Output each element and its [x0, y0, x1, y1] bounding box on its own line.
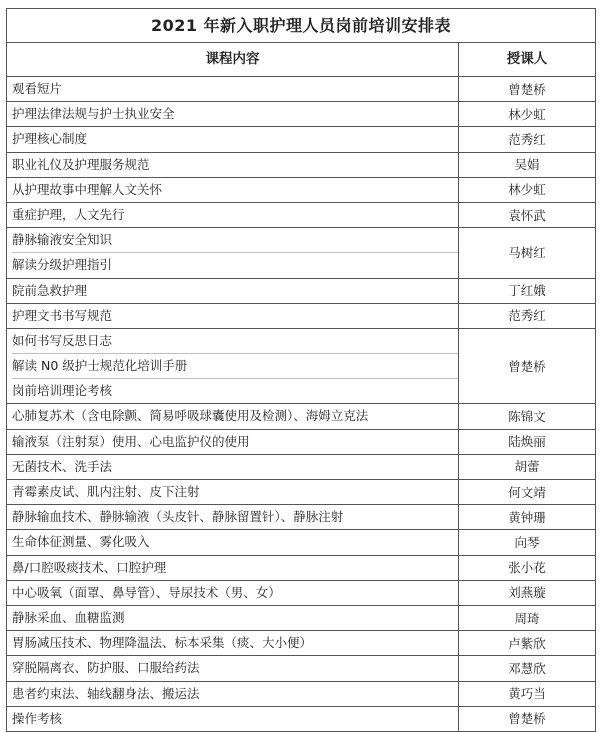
table-row: [7, 706, 596, 731]
table-row: [7, 631, 596, 656]
course-cell: [7, 202, 459, 227]
schedule-body: [7, 77, 596, 732]
course-item: 穿脱隔离衣、防护服、口服给药法: [12, 660, 200, 676]
table-row: [7, 228, 596, 278]
table-row: [7, 278, 596, 303]
course-cell: [7, 328, 459, 404]
table-row: [7, 152, 596, 177]
course-item: 护理法律法规与护士执业安全: [12, 106, 175, 122]
course-item: 操作考核: [12, 710, 63, 726]
course-item: 护理文书书写规范: [12, 307, 113, 323]
teacher-cell: 周琦: [459, 605, 596, 630]
course-cell: [7, 404, 459, 429]
teacher-cell: 曾楚桥: [459, 706, 596, 731]
teacher-cell: 刘燕璇: [459, 580, 596, 605]
table-row: [7, 102, 596, 127]
course-cell: [7, 656, 459, 681]
course-item: 如何书写反思日志: [12, 332, 113, 348]
course-item: 解读 N0 级护士规范化培训手册: [12, 353, 458, 378]
header-teacher: 授课人: [459, 43, 596, 77]
course-item: 护理核心制度: [12, 131, 88, 147]
teacher-cell: 胡蕾: [459, 454, 596, 479]
course-cell: [7, 429, 459, 454]
teacher-cell: 林少虹: [459, 177, 596, 202]
table-row: [7, 77, 596, 102]
teacher-cell: 陆焕丽: [459, 429, 596, 454]
course-item: 职业礼仪及护理服务规范: [12, 156, 150, 172]
teacher-cell: 张小花: [459, 555, 596, 580]
course-item: 中心吸氧（面罩、鼻导管）、导尿技术（男、女）: [12, 584, 281, 600]
table-row: [7, 177, 596, 202]
teacher-cell: 马树红: [459, 228, 596, 278]
course-cell: [7, 505, 459, 530]
teacher-cell: 卢紫欣: [459, 631, 596, 656]
course-cell: [7, 77, 459, 102]
table-row: [7, 580, 596, 605]
teacher-cell: 黄钟珊: [459, 505, 596, 530]
course-cell: [7, 580, 459, 605]
course-cell: [7, 303, 459, 328]
course-item: 生命体征测量、雾化吸入: [12, 534, 150, 550]
course-cell: [7, 681, 459, 706]
teacher-cell: 丁红娥: [459, 278, 596, 303]
course-item: 静脉采血、血糖监测: [12, 609, 125, 625]
table-row: [7, 328, 596, 404]
table-title: 2021 年新入职护理人员岗前培训安排表: [7, 9, 596, 43]
course-cell: [7, 177, 459, 202]
course-item: 岗前培训理论考核: [12, 378, 458, 403]
course-item: 静脉输血技术、静脉输液（头皮针、静脉留置针）、静脉注射: [12, 509, 344, 525]
table-row: [7, 202, 596, 227]
course-cell: [7, 228, 459, 278]
course-cell: [7, 605, 459, 630]
course-cell: [7, 454, 459, 479]
teacher-cell: 曾楚桥: [459, 77, 596, 102]
table-row: [7, 505, 596, 530]
course-cell: [7, 102, 459, 127]
course-item: 解读分级护理指引: [12, 252, 458, 277]
schedule-table: [6, 8, 596, 732]
teacher-cell: 范秀红: [459, 303, 596, 328]
course-item: 心肺复苏术（含电除颤、简易呼吸球囊使用及检测）、海姆立克法: [12, 408, 369, 424]
course-cell: [7, 631, 459, 656]
teacher-cell: 吴娟: [459, 152, 596, 177]
table-row: [7, 480, 596, 505]
table-row: [7, 555, 596, 580]
teacher-cell: 林少虹: [459, 102, 596, 127]
teacher-cell: 陈锦文: [459, 404, 596, 429]
teacher-cell: 向琴: [459, 530, 596, 555]
course-item: 鼻/口腔吸痰技术、口腔护理: [12, 559, 167, 575]
table-row: [7, 656, 596, 681]
course-item: 青霉素皮试、肌内注射、皮下注射: [12, 484, 200, 499]
course-item: 重症护理，人文先行: [12, 206, 125, 222]
course-cell: [7, 480, 459, 505]
teacher-cell: 黄巧当: [459, 681, 596, 706]
table-row: [7, 605, 596, 630]
teacher-cell: 邓慧欣: [459, 656, 596, 681]
course-item: 患者约束法、轴线翻身法、搬运法: [12, 685, 200, 701]
teacher-cell: 何文靖: [459, 480, 596, 505]
table-row: [7, 429, 596, 454]
teacher-cell: 范秀红: [459, 127, 596, 152]
course-cell: [7, 278, 459, 303]
table-row: [7, 404, 596, 429]
table-row: [7, 127, 596, 152]
course-cell: [7, 152, 459, 177]
table-row: [7, 530, 596, 555]
course-item: 静脉输液安全知识: [12, 232, 113, 248]
course-cell: [7, 555, 459, 580]
teacher-cell: 曾楚桥: [459, 328, 596, 404]
course-cell: [7, 127, 459, 152]
course-cell: [7, 530, 459, 555]
course-item: 院前急救护理: [12, 282, 88, 298]
course-cell: [7, 706, 459, 731]
course-item: 从护理故事中理解人文关怀: [12, 181, 163, 197]
table-row: [7, 454, 596, 479]
header-course: 课程内容: [7, 43, 459, 77]
course-item: 无菌技术、洗手法: [12, 458, 113, 474]
table-row: [7, 681, 596, 706]
table-row: [7, 303, 596, 328]
course-item: 输液泵（注射泵）使用、心电监护仪的使用: [12, 433, 250, 449]
course-item: 胃肠减压技术、物理降温法、标本采集（痰、大小便）: [12, 635, 313, 651]
teacher-cell: 袁怀武: [459, 202, 596, 227]
course-item: 观看短片: [12, 81, 63, 96]
schedule-sheet: [6, 8, 595, 732]
